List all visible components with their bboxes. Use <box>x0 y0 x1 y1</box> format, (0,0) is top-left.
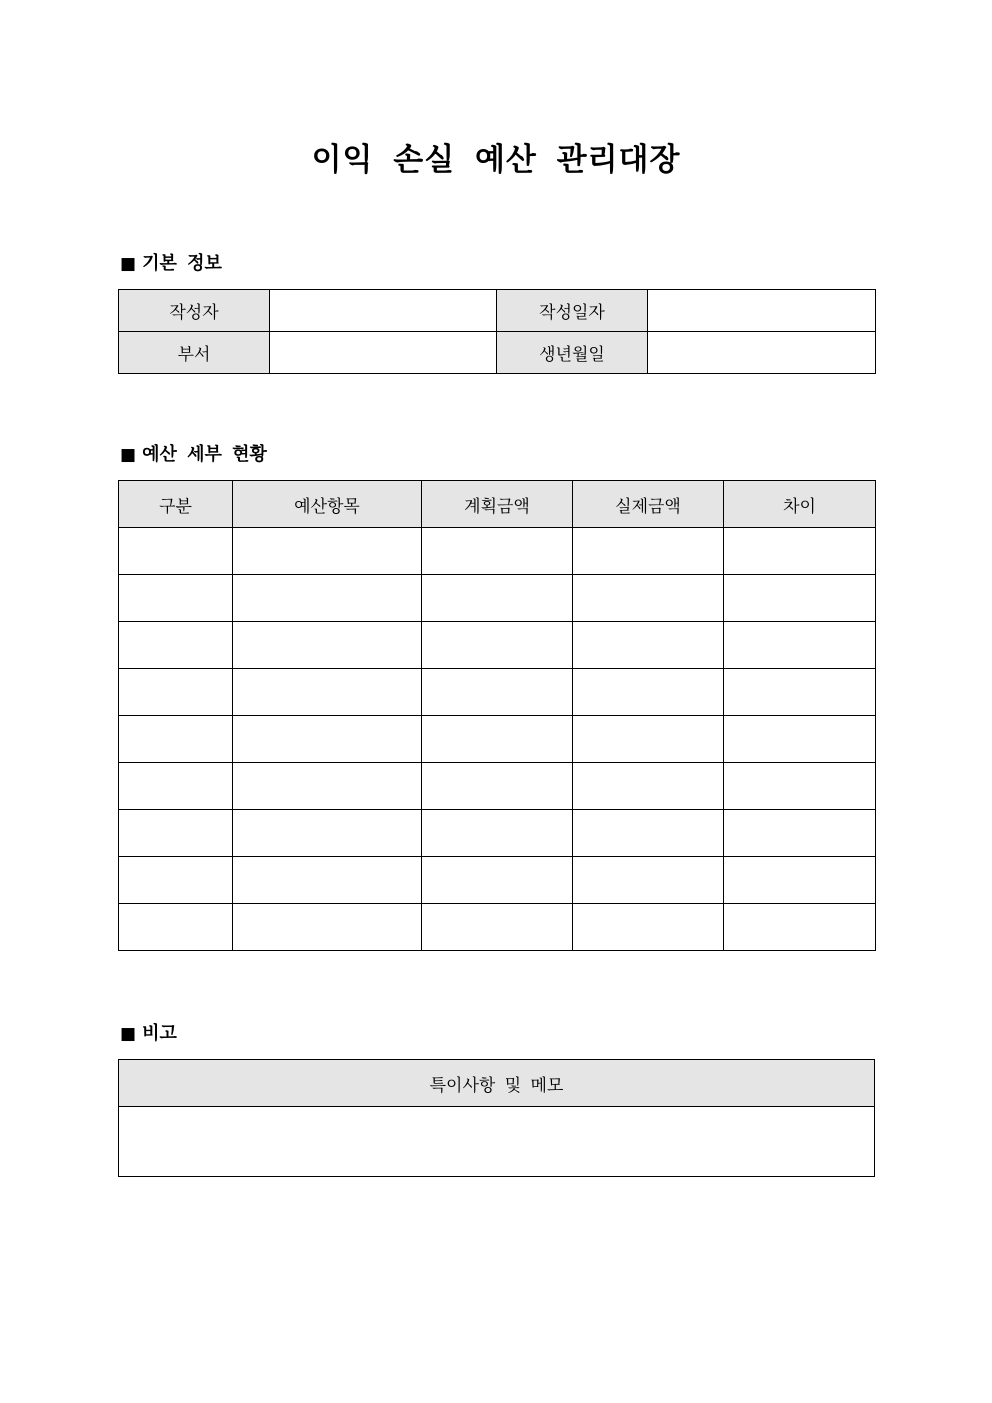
section-heading-label: 비고 <box>142 1023 177 1044</box>
category-cell[interactable] <box>119 575 233 622</box>
planned-amount-cell[interactable] <box>422 810 573 857</box>
author-label: 작성자 <box>119 290 270 332</box>
category-cell[interactable] <box>119 857 233 904</box>
table-row <box>119 1107 875 1177</box>
budget-item-cell[interactable] <box>233 716 422 763</box>
table-row <box>119 669 876 716</box>
budget-item-cell[interactable] <box>233 528 422 575</box>
actual-amount-cell[interactable] <box>573 810 724 857</box>
category-cell[interactable] <box>119 622 233 669</box>
table-row <box>119 575 876 622</box>
remarks-table <box>118 1059 875 1177</box>
planned-amount-cell[interactable] <box>422 763 573 810</box>
actual-amount-cell[interactable] <box>573 528 724 575</box>
category-cell[interactable] <box>119 904 233 951</box>
budget-item-cell[interactable] <box>233 763 422 810</box>
difference-cell[interactable] <box>724 669 876 716</box>
budget-item-cell[interactable] <box>233 857 422 904</box>
actual-amount-cell[interactable] <box>573 669 724 716</box>
column-header-category: 구분 <box>119 481 233 528</box>
column-header-difference: 차이 <box>724 481 876 528</box>
budget-item-cell[interactable] <box>233 622 422 669</box>
planned-amount-cell[interactable] <box>422 669 573 716</box>
planned-amount-cell[interactable] <box>422 528 573 575</box>
square-bullet-icon: ■ <box>120 254 137 274</box>
actual-amount-cell[interactable] <box>573 857 724 904</box>
actual-amount-cell[interactable] <box>573 622 724 669</box>
column-header-budget-item: 예산항목 <box>233 481 422 528</box>
table-row <box>119 763 876 810</box>
section-heading-budget-detail <box>120 443 267 467</box>
remarks-header: 특이사항 및 메모 <box>119 1060 875 1107</box>
difference-cell[interactable] <box>724 575 876 622</box>
square-bullet-icon: ■ <box>120 1024 137 1044</box>
section-heading-basic-info <box>120 252 222 276</box>
column-header-actual-amount: 실제금액 <box>573 481 724 528</box>
table-row <box>119 857 876 904</box>
planned-amount-cell[interactable] <box>422 857 573 904</box>
section-heading-label: 예산 세부 현황 <box>142 444 267 465</box>
budget-item-cell[interactable] <box>233 904 422 951</box>
section-heading-remarks <box>120 1022 177 1046</box>
difference-cell[interactable] <box>724 904 876 951</box>
birthdate-label: 생년월일 <box>497 332 648 374</box>
budget-item-cell[interactable] <box>233 810 422 857</box>
planned-amount-cell[interactable] <box>422 575 573 622</box>
table-row <box>119 810 876 857</box>
planned-amount-cell[interactable] <box>422 716 573 763</box>
table-header-row <box>119 481 876 528</box>
section-heading-label: 기본 정보 <box>142 253 222 274</box>
category-cell[interactable] <box>119 716 233 763</box>
author-field[interactable] <box>270 290 497 332</box>
category-cell[interactable] <box>119 528 233 575</box>
category-cell[interactable] <box>119 810 233 857</box>
difference-cell[interactable] <box>724 622 876 669</box>
difference-cell[interactable] <box>724 716 876 763</box>
table-row <box>119 290 876 332</box>
actual-amount-cell[interactable] <box>573 904 724 951</box>
actual-amount-cell[interactable] <box>573 716 724 763</box>
category-cell[interactable] <box>119 763 233 810</box>
column-header-planned-amount: 계획금액 <box>422 481 573 528</box>
table-header-row <box>119 1060 875 1107</box>
table-row <box>119 332 876 374</box>
budget-detail-table <box>118 480 876 951</box>
difference-cell[interactable] <box>724 857 876 904</box>
planned-amount-cell[interactable] <box>422 622 573 669</box>
category-cell[interactable] <box>119 669 233 716</box>
difference-cell[interactable] <box>724 763 876 810</box>
table-row <box>119 716 876 763</box>
actual-amount-cell[interactable] <box>573 575 724 622</box>
document-title: 이익 손실 예산 관리대장 <box>311 142 681 178</box>
birthdate-field[interactable] <box>648 332 876 374</box>
square-bullet-icon: ■ <box>120 445 137 465</box>
table-row <box>119 528 876 575</box>
basic-info-table <box>118 289 876 374</box>
actual-amount-cell[interactable] <box>573 763 724 810</box>
date-written-label: 작성일자 <box>497 290 648 332</box>
table-row <box>119 622 876 669</box>
department-field[interactable] <box>270 332 497 374</box>
budget-item-cell[interactable] <box>233 669 422 716</box>
planned-amount-cell[interactable] <box>422 904 573 951</box>
department-label: 부서 <box>119 332 270 374</box>
difference-cell[interactable] <box>724 528 876 575</box>
remarks-field[interactable] <box>119 1107 875 1177</box>
table-row <box>119 904 876 951</box>
difference-cell[interactable] <box>724 810 876 857</box>
date-written-field[interactable] <box>648 290 876 332</box>
budget-item-cell[interactable] <box>233 575 422 622</box>
